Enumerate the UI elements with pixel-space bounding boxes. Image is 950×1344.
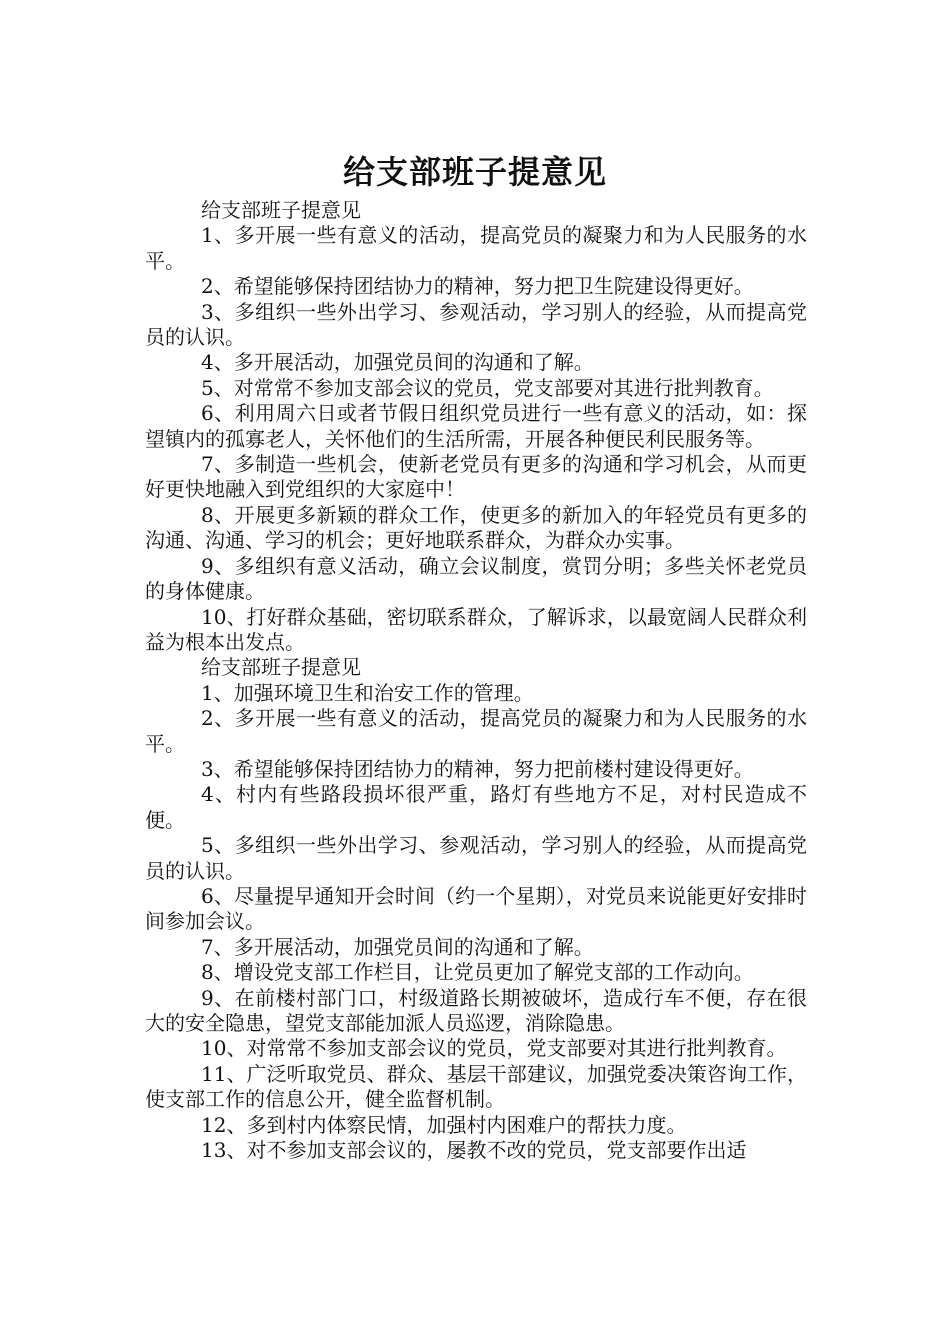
paragraph: 给支部班子提意见 (201, 655, 361, 680)
paragraph: 3、希望能够保持团结协力的精神，努力把前楼村建设得更好。 (201, 756, 754, 781)
paragraph: 1、多开展一些有意义的活动，提高党员的凝聚力和为人民服务的水平。 (145, 223, 807, 273)
paragraph: 6、尽量提早通知开会时间（约一个星期），对党员来说能更好安排时间参加会议。 (145, 883, 807, 934)
paragraph: 3、多组织一些外出学习、参观活动，学习别人的经验，从而提高党员的认识。 (145, 299, 807, 350)
document-body (145, 198, 807, 1163)
paragraph: 2、多开展一些有意义的活动，提高党员的凝聚力和为人民服务的水平。 (145, 706, 807, 756)
paragraph: 7、多制造一些机会，使新老党员有更多的沟通和学习机会，从而更好更快地融入到党组织的大家庭中！ (145, 452, 807, 502)
page-title: 给支部班子提意见 (342, 153, 607, 192)
paragraph: 8、增设党支部工作栏目，让党员更加了解党支部的工作动向。 (201, 960, 754, 985)
paragraph: 1、加强环境卫生和治安工作的管理。 (201, 680, 534, 705)
paragraph: 5、对常常不参加支部会议的党员，党支部要对其进行批判教育。 (201, 375, 774, 400)
paragraph: 6、利用周六日或者节假日组织党员进行一些有意义的活动，如：探望镇内的孤寡老人，关怀他们的生活所需，开展各种便民利民服务等。 (145, 401, 807, 451)
paragraph: 4、多开展活动，加强党员间的沟通和了解。 (201, 350, 594, 375)
paragraph: 10、打好群众基础，密切联系群众，了解诉求，以最宽阔人民群众利益为根本出发点。 (145, 604, 807, 654)
paragraph: 11、广泛听取党员、群众、基层干部建议，加强党委决策咨询工作，使支部工作的信息公开，健全监督机制。 (145, 1061, 807, 1112)
paragraph: 8、开展更多新颖的群众工作，使更多的新加入的年轻党员有更多的沟通、沟通、学习的机会；更好地联系群众，为群众办实事。 (145, 502, 807, 553)
paragraph: 5、多组织一些外出学习、参观活动，学习别人的经验，从而提高党员的认识。 (145, 833, 807, 883)
paragraph: 7、多开展活动，加强党员间的沟通和了解。 (201, 934, 594, 959)
paragraph: 9、在前楼村部门口，村级道路长期被破坏，造成行车不便，存在很大的安全隐患，望党支部能加派人员巡逻，消除隐患。 (145, 985, 807, 1035)
paragraph: 给支部班子提意见 (201, 198, 361, 222)
paragraph: 9、多组织有意义活动，确立会议制度，赏罚分明；多些关怀老党员的身体健康。 (145, 553, 807, 604)
paragraph: 10、对常常不参加支部会议的党员，党支部要对其进行批判教育。 (201, 1036, 787, 1061)
paragraph: 13、对不参加支部会议的，屡教不改的党员，党支部要作出适 (201, 1138, 747, 1163)
paragraph: 2、希望能够保持团结协力的精神，努力把卫生院建设得更好。 (201, 274, 754, 299)
paragraph: 4、村内有些路段损坏很严重，路灯有些地方不足，对村民造成不便。 (145, 782, 807, 832)
paragraph: 12、多到村内体察民情，加强村内困难户的帮扶力度。 (201, 1112, 687, 1137)
